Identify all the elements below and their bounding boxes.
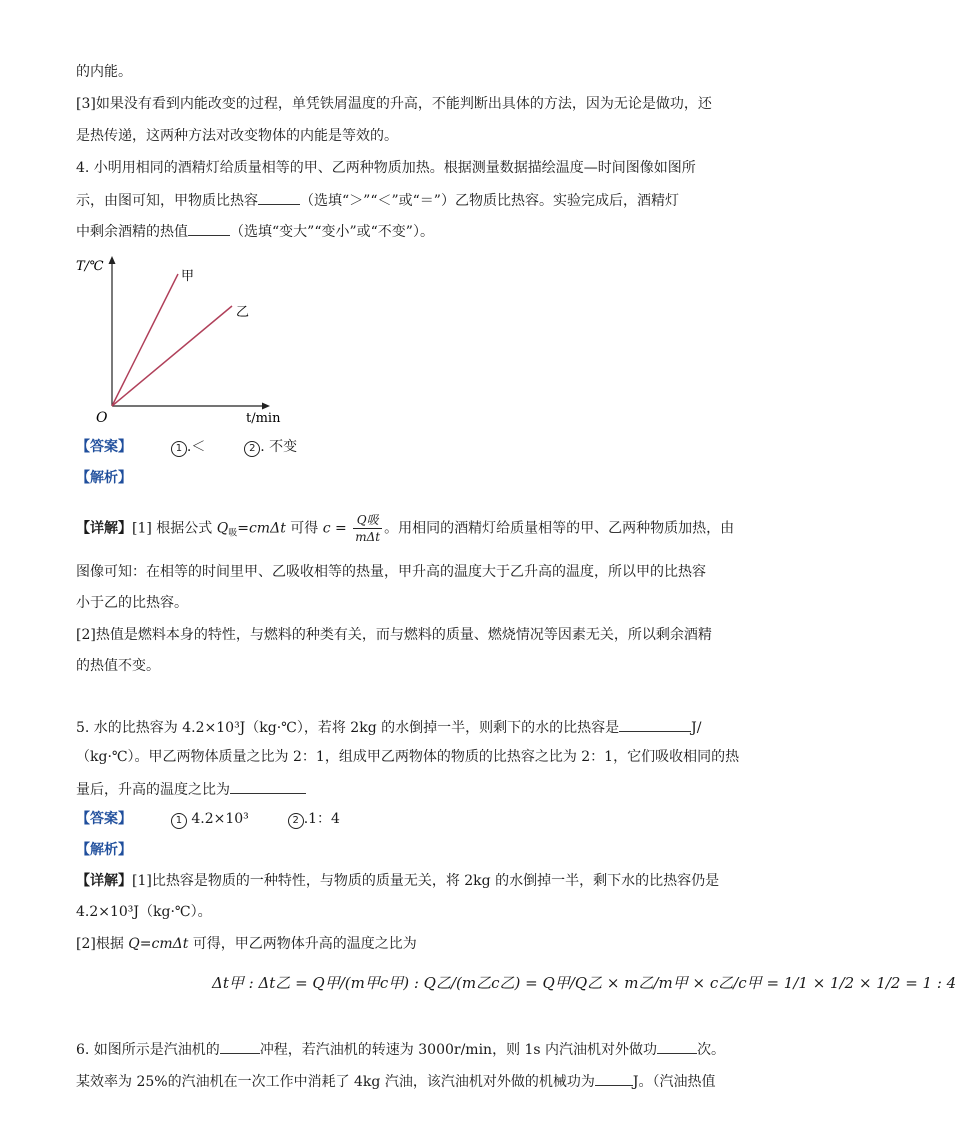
q4-analysis-tag: 【解析】	[76, 470, 132, 486]
q5-detail-line-1: 【详解】[1]比热容是物质的一种特性，与物质的质量无关，将 2kg 的水倒掉一半，剩下水的比热容仍是	[76, 873, 720, 889]
q4-detail-line-1: 【详解】[1] 根据公式 $Q_吸=cm\Delta t$ 可得 c = $\frac{\text{Q吸}}{\text{mΔt}}$ 。用相同的酒精灯给质量相等的甲、乙两种物质加热，由	[76, 513, 735, 544]
q6-blank-2[interactable]	[657, 1038, 697, 1054]
q5-analysis-tag: 【解析】	[76, 842, 132, 858]
q4-line-3-text-b: （选填“变大”“变小”或“不变”）。	[230, 224, 434, 240]
intro-line-1: 的内能。	[76, 64, 132, 80]
answer-marker-1: 1	[171, 441, 187, 457]
q5-detail-line-3: [2]根据 Q=cmΔt 可得，甲乙两物体升高的温度之比为	[76, 936, 417, 952]
q4-detail-line-5: 的热值不变。	[76, 658, 160, 674]
series-line-yi	[112, 306, 232, 406]
q5-answer-2: .1：4	[303, 811, 340, 827]
q6-blank-3[interactable]	[595, 1070, 633, 1086]
intro-line-3: 是热传递，这两种方法对改变物体的内能是等效的。	[76, 128, 398, 144]
detail-tag: 【详解】	[76, 873, 132, 889]
q4-detail-line-2: 图像可知：在相等的时间里甲、乙吸收相等的热量，甲升高的温度大于乙升高的温度，所以甲的比热容	[76, 564, 706, 580]
specific-heat-fraction: $\frac{\text{Q吸}}{\text{mΔt}}$	[355, 513, 381, 544]
q4-blank-1[interactable]	[258, 189, 300, 205]
origin-label: O	[96, 410, 108, 426]
q4-line-3-text-a: 中剩余酒精的热值	[76, 224, 188, 240]
q4-line-1: 4. 小明用相同的酒精灯给质量相等的甲、乙两种物质加热。根据测量数据描绘温度—时间图像如图所	[76, 160, 696, 176]
series-label-jia: 甲	[181, 269, 195, 284]
answer-marker-2: 2	[288, 813, 304, 829]
q4-line-3	[76, 220, 434, 242]
q5-answer-row	[76, 809, 340, 829]
series-line-jia	[112, 274, 178, 406]
q4-answer-1: .＜	[186, 439, 206, 455]
q4-line-2-text-a: 示，由图可知，甲物质比热容	[76, 193, 258, 209]
q4-line-2	[76, 189, 679, 211]
q6-blank-1[interactable]	[220, 1038, 260, 1054]
q5-blank-1[interactable]	[619, 716, 691, 732]
q6-line-2: 某效率为 25%的汽油机在一次工作中消耗了 4kg 汽油，该汽油机对外做的机械功为 J。（汽油热值	[76, 1070, 715, 1092]
q4-line-2-text-b: （选填“＞”“＜”或“＝”）乙物质比热容。实验完成后，酒精灯	[300, 193, 679, 209]
q6-line-1: 6. 如图所示是汽油机的 冲程，若汽油机的转速为 3000r/min，则 1s 内汽油机对外做功 次。	[76, 1038, 725, 1060]
detail-tag: 【详解】	[76, 520, 132, 537]
q4-answer-row	[76, 437, 297, 457]
q4-answer-2: . 不变	[260, 439, 298, 455]
q5-blank-2[interactable]	[230, 778, 306, 794]
q4-detail-line-4: [2]热值是燃料本身的特性，与燃料的种类有关，而与燃料的质量、燃烧情况等因素无关，所以剩余酒精	[76, 627, 712, 643]
y-axis-label: T/℃	[76, 259, 104, 274]
answer-tag: 【答案】	[76, 811, 132, 827]
answer-tag: 【答案】	[76, 439, 132, 455]
x-axis-label: t/min	[246, 411, 281, 426]
answer-marker-1: 1	[171, 813, 187, 829]
q5-detail-line-2: 4.2×10³J（kg·℃）。	[76, 904, 212, 920]
q5-line-3: 量后，升高的温度之比为	[76, 778, 306, 800]
y-axis-arrow-icon	[109, 256, 116, 264]
series-label-yi: 乙	[236, 305, 250, 320]
q5-line-1: 5. 水的比热容为 4.2×10³J（kg·℃），若将 2kg 的水倒掉一半，则剩下的水的比热容是 J/	[76, 716, 701, 738]
answer-marker-2: 2	[244, 441, 260, 457]
q5-answer-1: 4.2×10³	[191, 811, 249, 827]
q5-line-2: （kg·℃）。甲乙两物体质量之比为 2：1，组成甲乙两物体的物质的比热容之比为 2：1，它们吸收相同的热	[76, 749, 740, 765]
intro-line-2: [3]如果没有看到内能改变的过程，单凭铁屑温度的升高，不能判断出具体的方法，因为无论是做功，还	[76, 96, 712, 112]
temperature-ratio-equation: Δt甲 : Δt乙 = Q甲/(m甲c甲) : Q乙/(m乙c乙) = Q甲/Q乙 × m乙/m甲 × c乙/c甲 = 1/1 × 1/2 × 1/2 = 1 : 4	[212, 974, 956, 992]
x-axis-arrow-icon	[262, 403, 270, 410]
q4-detail-line-3: 小于乙的比热容。	[76, 595, 188, 611]
temperature-time-graph	[70, 252, 280, 427]
q4-blank-2[interactable]	[188, 220, 230, 236]
